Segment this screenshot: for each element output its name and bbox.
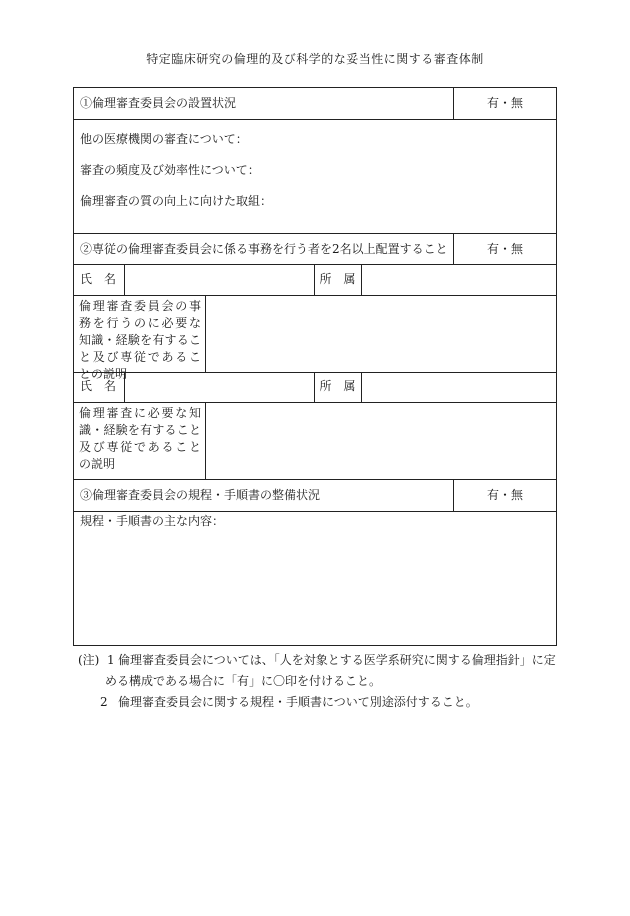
desc1-line: 知識・経験を有するこ <box>79 333 201 347</box>
section1-choice[interactable]: 有・無 <box>486 96 523 110</box>
section3-choice[interactable]: 有・無 <box>486 488 523 502</box>
note-text: 倫理審査委員会に関する規程・手順書について別途添付すること。 <box>118 695 478 709</box>
affiliation-label: 所 属 <box>319 379 356 393</box>
notes <box>78 650 568 713</box>
section3-heading: ③倫理審査委員会の規程・手順書の整備状況 <box>80 488 321 502</box>
section1-other-institutions-label: 他の医療機関の審査について： <box>80 132 248 146</box>
desc2-line: の説明 <box>79 457 116 471</box>
section1-quality-label: 倫理審査の質の向上に向けた取組： <box>80 194 273 208</box>
desc1-line: 倫理審査委員会の事 <box>79 299 201 313</box>
desc1-line: と及び専従であるこ <box>79 350 201 364</box>
note-item <box>78 650 568 671</box>
divider <box>74 233 556 234</box>
review-system-form <box>73 87 557 646</box>
section1-heading: ①倫理審査委員会の設置状況 <box>80 96 237 110</box>
note-number: 1 <box>107 653 115 667</box>
name-field[interactable] <box>125 373 313 401</box>
document-title: 特定臨床研究の倫理的及び科学的な妥当性に関する審査体制 <box>146 52 484 66</box>
desc2-field[interactable] <box>206 403 557 478</box>
desc2-line: 及び専従であること <box>79 440 201 454</box>
desc1-line: との説明 <box>79 367 128 381</box>
note-text: める構成である場合に「有」に〇印を付けること。 <box>105 674 382 688</box>
divider <box>74 511 556 512</box>
desc2-line: 識・経験を有すること <box>79 423 201 437</box>
section3-content-label: 規程・手順書の主な内容： <box>80 514 225 528</box>
note-text: 倫理審査委員会については、「人を対象とする医学系研究に関する倫理指針」に定 <box>118 653 556 667</box>
divider <box>74 479 556 480</box>
desc1-line: 務を行うのに必要な <box>79 316 201 330</box>
desc2-label <box>79 405 201 473</box>
name-label: 氏 名 <box>80 379 117 393</box>
note-number: 2 <box>100 695 108 709</box>
section1-frequency-label: 審査の頻度及び効率性について： <box>80 163 260 177</box>
desc2-line: 倫理審査に必要な知 <box>79 406 201 420</box>
note-continuation <box>78 671 568 692</box>
divider <box>74 119 556 120</box>
desc1-field[interactable] <box>206 296 557 371</box>
note-item <box>78 692 568 713</box>
name-label: 氏 名 <box>80 272 117 286</box>
affiliation-label: 所 属 <box>319 272 356 286</box>
affiliation-field[interactable] <box>362 265 557 294</box>
affiliation-field[interactable] <box>362 373 557 401</box>
name-field[interactable] <box>125 265 313 294</box>
desc1-label <box>79 298 201 383</box>
section2-heading: ②専従の倫理審査委員会に係る事務を行う者を2名以上配置すること <box>80 242 448 256</box>
notes-prefix: (注) <box>78 653 100 667</box>
section2-choice[interactable]: 有・無 <box>486 242 523 256</box>
section3-content-field[interactable] <box>75 532 557 644</box>
